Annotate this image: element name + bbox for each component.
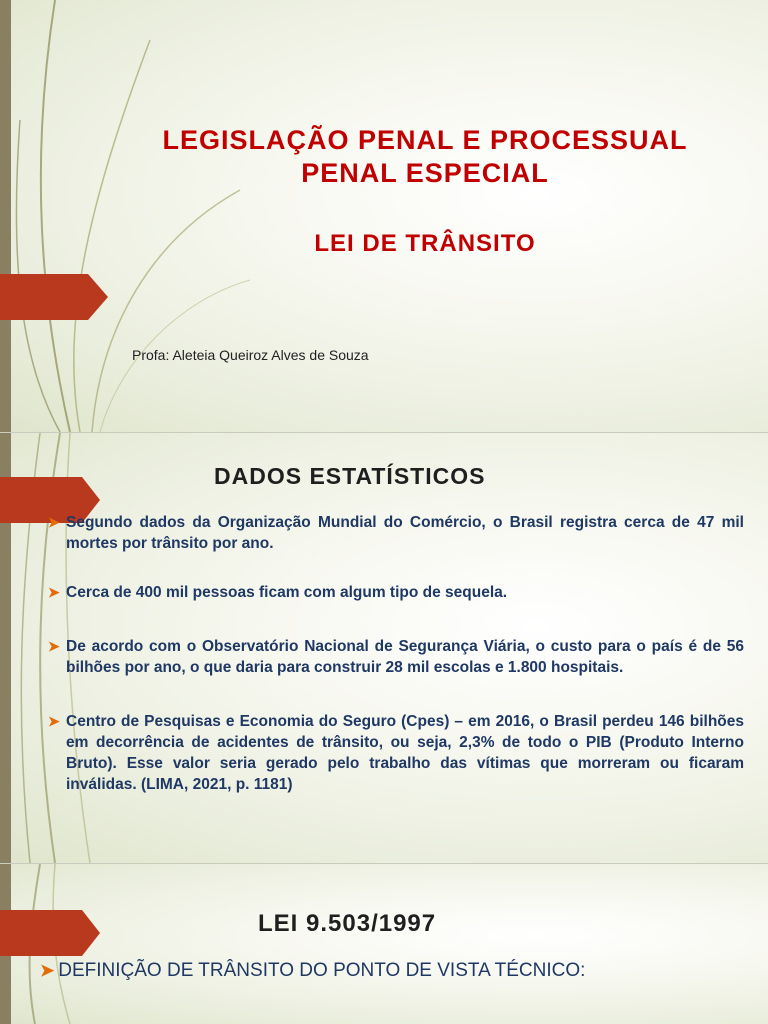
definition-text: DEFINIÇÃO DE TRÂNSITO DO PONTO DE VISTA TÉCNICO: [58, 960, 586, 981]
slide-title [0, 0, 768, 432]
section-title: DADOS ESTATÍSTICOS [214, 463, 486, 489]
title-block [110, 124, 740, 257]
author: Profa: Aleteia Queiroz Alves de Souza [132, 347, 369, 363]
red-arrow-tab [0, 274, 108, 320]
list-item: ➤ Centro de Pesquisas e Economia do Seguro (Cpes) – em 2016, o Brasil perdeu 146 bilhões em decorrência de acidentes de trânsito, ou seja, 2,3% de todo o PIB (Produto Interno Bruto). Esse valor seria gerado pelo trabalho das vítimas que morreram ou ficaram inválidas. (LIMA, 2021, p. 1181) [48, 713, 744, 793]
right-arrowhead-icon: ➤ [40, 961, 55, 980]
right-arrowhead-icon: ➤ [48, 638, 60, 654]
red-arrow-tab [0, 910, 108, 956]
statistics-list [44, 512, 744, 795]
side-bar [0, 0, 11, 432]
right-arrowhead-icon: ➤ [48, 584, 60, 600]
list-item: ➤ De acordo com o Observatório Nacional de Segurança Viária, o custo para o país é de 56 bilhões por ano, o que daria para construir 28 mil escolas e 1.800 hospitais. [48, 638, 744, 676]
slide-law [0, 864, 768, 1024]
decorative-swirl [0, 0, 260, 432]
slide-statistics [0, 433, 768, 863]
main-title-line1: LEGISLAÇÃO PENAL E PROCESSUAL [162, 125, 688, 155]
list-item: ➤ Segundo dados da Organização Mundial do Comércio, o Brasil registra cerca de 47 mil mortes por trânsito por ano. [48, 514, 744, 552]
list-item: ➤ Cerca de 400 mil pessoas ficam com algum tipo de sequela. [48, 584, 508, 601]
right-arrowhead-icon: ➤ [48, 514, 60, 530]
definition-item [40, 960, 585, 982]
main-title-line2: PENAL ESPECIAL [301, 158, 549, 188]
section-title: LEI 9.503/1997 [258, 910, 437, 937]
subtitle: LEI DE TRÂNSITO [314, 230, 536, 257]
right-arrowhead-icon: ➤ [48, 713, 60, 729]
